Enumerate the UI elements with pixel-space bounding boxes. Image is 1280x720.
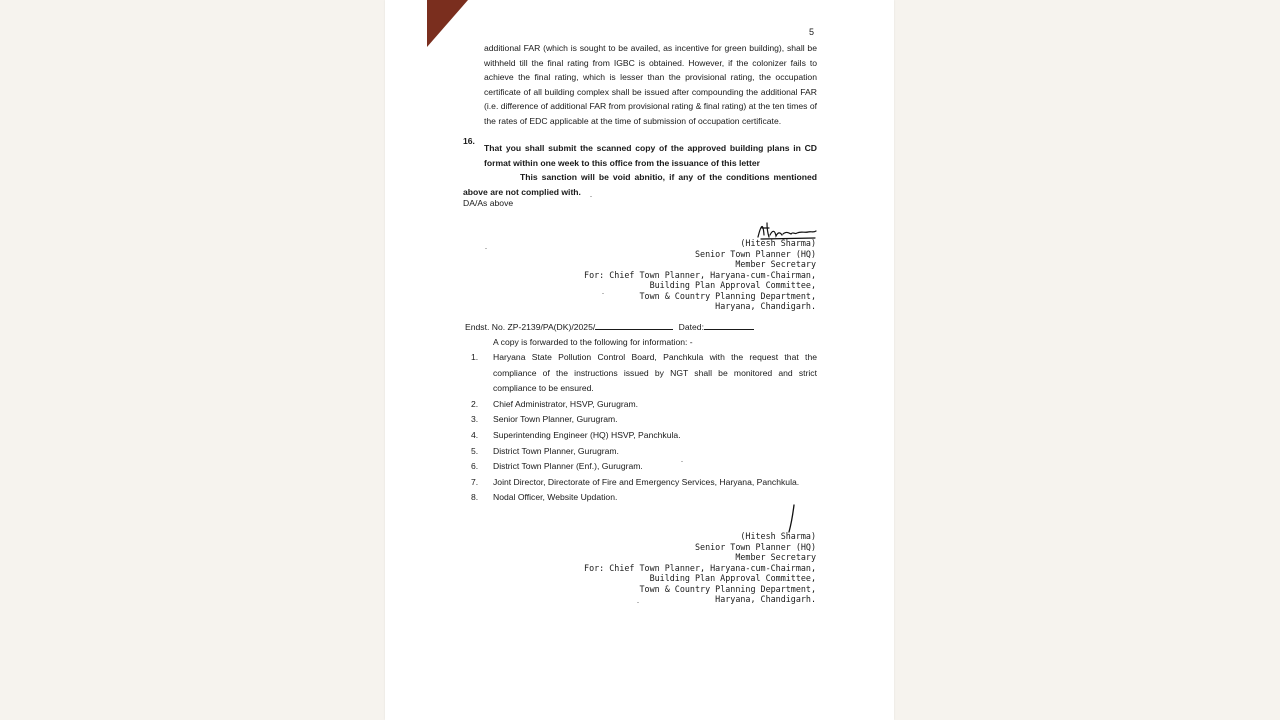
endorsement-line	[465, 320, 754, 335]
endorsement-number-blank	[595, 321, 673, 330]
signatory-for-line: For: Chief Town Planner, Haryana-cum-Chairman,	[584, 269, 816, 280]
signature-block-2	[556, 531, 816, 605]
list-item-text: Haryana State Pollution Control Board, Panchkula with the request that the compliance of the instructions issued by NGT shall be monitored and strict compliance to be ensured.	[493, 352, 817, 394]
list-item-number: 7.	[471, 476, 479, 487]
list-item-text: Senior Town Planner, Gurugram.	[493, 414, 618, 425]
item-16-text: That you shall submit the scanned copy of the approved building plans in CD format within one week to this office from the issuance of this letter	[484, 143, 817, 168]
signatory-name: (Hitesh Sharma)	[740, 531, 816, 541]
continued-paragraph: additional FAR (which is sought to be availed, as incentive for green building), shall be withheld till the final rating from IGBC is obtained. However, if the colonizer fails to achieve the final rating, which is lesser than the provisional rating, the occupation certificate of all building complex shall be issued after compounding the additional FAR (i.e. difference of additional FAR from provisional rating & final rating) at the ten times of the rates of EDC applicable at the time of submission of occupation certificate.	[484, 43, 817, 126]
scan-speck	[590, 196, 592, 197]
list-item	[471, 428, 817, 444]
dated-blank	[704, 321, 754, 330]
void-clause: This sanction will be void abnitio, if any of the conditions mentioned above are not complied with.	[463, 172, 817, 197]
list-item	[471, 350, 817, 397]
document-page	[385, 0, 894, 720]
signatory-committee: Building Plan Approval Committee,	[649, 573, 816, 583]
list-item-text: District Town Planner (Enf.), Gurugram.	[493, 461, 643, 472]
list-item	[471, 475, 817, 491]
page-number: 5	[809, 27, 815, 37]
list-item	[471, 490, 817, 506]
signatory-designation: Senior Town Planner (HQ)	[694, 248, 816, 259]
list-item-text: Superintending Engineer (HQ) HSVP, Panchkula.	[493, 429, 681, 440]
list-item-number: 3.	[471, 414, 479, 425]
list-item-number: 4.	[471, 429, 479, 440]
list-item-number: 8.	[471, 492, 479, 503]
scan-speck	[602, 293, 604, 294]
list-item-number: 2.	[471, 398, 479, 409]
list-item-text: Nodal Officer, Website Updation.	[493, 492, 618, 503]
da-as-above: DA/As above	[463, 198, 514, 208]
list-item	[471, 444, 817, 460]
signature-block	[556, 238, 816, 312]
list-item-text: District Town Planner, Gurugram.	[493, 445, 619, 456]
signatory-role: Member Secretary	[735, 259, 816, 269]
signatory-location: Haryana, Chandigarh.	[715, 301, 816, 311]
scan-speck	[681, 461, 683, 462]
list-item	[471, 397, 817, 413]
signatory-location: Haryana, Chandigarh.	[715, 594, 816, 604]
list-item-number: 1.	[471, 352, 479, 362]
dated-label: Dated:	[678, 322, 704, 332]
signatory-designation: Senior Town Planner (HQ)	[694, 541, 816, 552]
endorsement-number: Endst. No. ZP-2139/PA(DK)/2025/	[465, 322, 596, 332]
list-item-text: Joint Director, Directorate of Fire and Emergency Services, Haryana, Panchkula.	[493, 476, 800, 487]
list-item-number: 6.	[471, 461, 479, 472]
list-item	[471, 412, 817, 428]
signatory-role: Member Secretary	[735, 552, 816, 562]
forward-text: A copy is forwarded to the following for information: -	[493, 337, 693, 347]
scan-speck	[485, 248, 487, 249]
signatory-department: Town & Country Planning Department,	[639, 583, 816, 594]
corner-fold	[427, 0, 468, 47]
signatory-department: Town & Country Planning Department,	[639, 290, 816, 301]
signatory-committee: Building Plan Approval Committee,	[649, 280, 816, 290]
recipient-list	[471, 350, 817, 506]
list-item-text: Chief Administrator, HSVP, Gurugram.	[493, 398, 639, 409]
scan-speck	[637, 602, 639, 603]
list-item-number: 5.	[471, 445, 479, 456]
list-item	[471, 459, 817, 475]
signatory-for-line: For: Chief Town Planner, Haryana-cum-Chairman,	[584, 562, 816, 573]
signatory-name: (Hitesh Sharma)	[740, 238, 816, 248]
item-16-number: 16.	[463, 136, 475, 146]
